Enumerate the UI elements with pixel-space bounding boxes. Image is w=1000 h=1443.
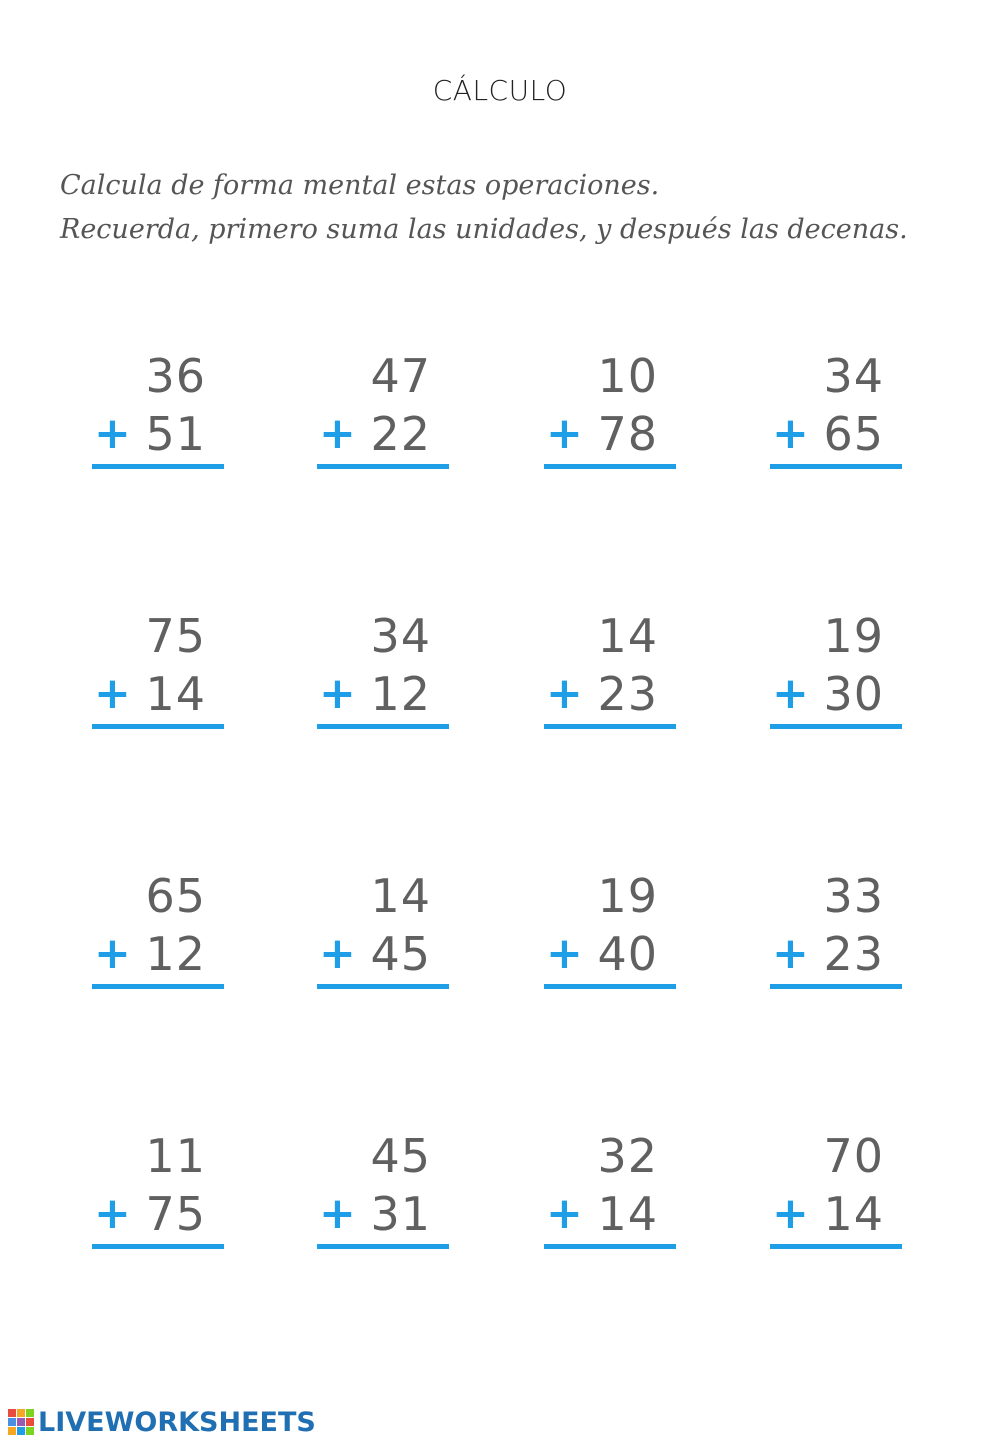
answer-line[interactable] [770,984,902,989]
addend-top: 14 [597,609,658,663]
addition-problem [317,868,449,988]
addend-top: 34 [370,609,431,663]
plus-sign: + [319,668,356,719]
answer-line[interactable] [92,984,224,989]
addition-problem [770,348,902,468]
addition-problem [92,868,224,988]
addend-top: 10 [597,349,658,403]
addend-bottom: 22 [370,407,431,461]
addition-problem [317,608,449,728]
addition-problem [770,868,902,988]
addend-top: 45 [370,1129,431,1183]
plus-sign: + [319,408,356,459]
answer-line[interactable] [544,724,676,729]
answer-line[interactable] [92,1244,224,1249]
plus-sign: + [772,1188,809,1239]
plus-sign: + [319,1188,356,1239]
answer-line[interactable] [92,724,224,729]
addition-problem [544,868,676,988]
addition-problem [92,1128,224,1248]
addend-bottom: 23 [597,667,658,721]
addition-problem [317,348,449,468]
answer-line[interactable] [770,464,902,469]
addition-problem [770,1128,902,1248]
addend-bottom: 23 [823,927,884,981]
plus-sign: + [772,408,809,459]
addend-bottom: 12 [145,927,206,981]
addend-bottom: 65 [823,407,884,461]
plus-sign: + [546,928,583,979]
plus-sign: + [94,668,131,719]
addend-bottom: 30 [823,667,884,721]
answer-line[interactable] [544,984,676,989]
footer-logo [8,1404,316,1440]
plus-sign: + [94,1188,131,1239]
answer-line[interactable] [92,464,224,469]
addend-top: 34 [823,349,884,403]
plus-sign: + [546,408,583,459]
addend-bottom: 75 [145,1187,206,1241]
addend-bottom: 31 [370,1187,431,1241]
answer-line[interactable] [317,464,449,469]
addition-problem [770,608,902,728]
answer-line[interactable] [317,1244,449,1249]
worksheet-title: CÁLCULO [432,74,568,107]
answer-line[interactable] [770,724,902,729]
addend-bottom: 78 [597,407,658,461]
addend-bottom: 14 [823,1187,884,1241]
addend-bottom: 14 [145,667,206,721]
plus-sign: + [94,928,131,979]
addition-problem [544,608,676,728]
addend-top: 36 [145,349,206,403]
addition-problem [317,1128,449,1248]
addend-top: 33 [823,869,884,923]
addend-top: 70 [823,1129,884,1183]
answer-line[interactable] [770,1244,902,1249]
instructions [60,164,960,252]
addition-problem [92,348,224,468]
addend-top: 19 [597,869,658,923]
logo-text: LIVEWORKSHEETS [38,1406,316,1438]
addend-bottom: 51 [145,407,206,461]
plus-sign: + [546,668,583,719]
plus-sign: + [94,408,131,459]
addend-top: 32 [597,1129,658,1183]
answer-line[interactable] [317,724,449,729]
addend-bottom: 40 [597,927,658,981]
plus-sign: + [319,928,356,979]
addend-top: 47 [370,349,431,403]
addition-problem [544,348,676,468]
addend-bottom: 12 [370,667,431,721]
plus-sign: + [546,1188,583,1239]
addend-top: 75 [145,609,206,663]
instruction-line-1: Calcula de forma mental estas operaciones. [60,170,660,201]
answer-line[interactable] [317,984,449,989]
liveworksheets-logo-icon [8,1409,34,1435]
addend-top: 11 [145,1129,206,1183]
addend-bottom: 14 [597,1187,658,1241]
answer-line[interactable] [544,464,676,469]
plus-sign: + [772,668,809,719]
plus-sign: + [772,928,809,979]
addend-bottom: 45 [370,927,431,981]
addend-top: 65 [145,869,206,923]
addition-problem [544,1128,676,1248]
addition-problem [92,608,224,728]
addend-top: 14 [370,869,431,923]
answer-line[interactable] [544,1244,676,1249]
instruction-line-2: Recuerda, primero suma las unidades, y después las decenas. [60,214,908,245]
addend-top: 19 [823,609,884,663]
